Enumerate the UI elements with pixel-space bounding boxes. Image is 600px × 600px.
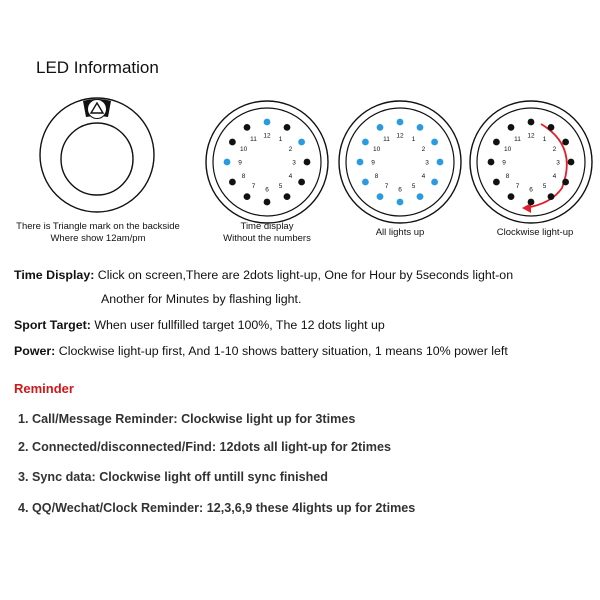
time-display-clock [206,101,328,223]
time-display-text: Click on screen,There are 2dots light-up, One for Hour by 5seconds light-on [94,268,514,282]
clock-number: 11 [250,136,257,144]
led-dot [229,179,236,186]
caption-time-line2: Without the numbers [223,233,311,244]
clock-number: 4 [288,173,293,180]
led-dot [229,139,236,146]
led-dot [357,159,364,166]
clock-number: 8 [374,173,379,180]
clock-number: 5 [411,182,416,190]
led-dot [298,139,305,146]
clock-number: 3 [292,159,296,167]
led-dot [377,193,384,200]
caption-all-lights [345,227,455,239]
caption-clockwise-line1: Clockwise light-up [496,227,574,238]
led-dot [431,139,438,146]
clock-number: 1 [278,136,283,144]
led-dot [493,139,500,146]
clock-number: 6 [265,186,269,194]
led-dot [508,193,515,200]
led-dot [284,193,291,200]
led-dot [304,159,311,166]
inner-ring [61,123,133,195]
power-text: Clockwise light-up first, And 1-10 shows battery situation, 1 means 10% power left [55,344,508,358]
led-dot [264,199,271,206]
reminder-item: 1. Call/Message Reminder: Clockwise light up for 3times [18,412,356,426]
caption-time-line1: Time display [240,221,294,232]
clock-number: 10 [372,146,381,153]
led-dot [362,139,369,146]
time-display-text-2: Another for Minutes by flashing light. [101,292,302,306]
clock-number: 8 [241,173,246,180]
power-label: Power: [14,344,56,358]
clock-number: 8 [505,173,510,180]
caption-clockwise [480,227,590,239]
led-dot [568,159,575,166]
clock-number: 10 [239,146,248,153]
clock-number: 7 [515,182,520,190]
clock-number: 12 [396,132,404,140]
clock-number: 5 [542,182,547,190]
time-display-row-2 [101,292,301,306]
power-row [14,344,508,358]
caption-all-line1: All lights up [375,227,425,238]
reminder-item: 2. Connected/disconnected/Find: 12dots all light-up for 2times [18,440,391,454]
triangle-icon [88,100,107,119]
page-title: LED Information [36,58,159,77]
caption-time-display [207,221,327,245]
sport-target-row [14,318,385,332]
led-dot [377,124,384,131]
clock-number: 11 [514,136,521,144]
time-display-row [14,268,513,282]
led-dot [562,179,569,186]
clock-number: 4 [421,173,426,180]
clock-number: 5 [278,182,283,190]
led-dot [397,199,404,206]
led-dot [488,159,495,166]
led-dot [244,124,251,131]
caption-band-line1: There is Triangle mark on the backside [16,221,180,232]
led-dot [362,179,369,186]
led-dot [284,124,291,131]
clock-number: 12 [527,132,535,140]
sport-target-label: Sport Target: [14,318,91,332]
led-dot [417,124,424,131]
led-dot [431,179,438,186]
clock-number: 6 [398,186,402,194]
clock-number: 1 [542,136,547,144]
led-dot [417,193,424,200]
clock-number: 2 [552,146,557,153]
clock-number: 6 [529,186,533,194]
led-dot [562,139,569,146]
led-dot [528,119,535,126]
led-dot [224,159,231,166]
clock-number: 2 [421,146,426,153]
clock-number: 4 [552,173,557,180]
led-dot [244,193,251,200]
clock-number: 11 [383,136,390,144]
caption-band-line2: Where show 12am/pm [50,233,146,244]
clock-number: 7 [251,182,256,190]
watch-band-diagram [40,98,154,212]
clock-number: 9 [238,159,242,167]
led-dot [298,179,305,186]
led-dot [548,193,555,200]
reminder-item: 4. QQ/Wechat/Clock Reminder: 12,3,6,9 these 4lights up for 2times [18,501,416,515]
clock-number: 7 [384,182,389,190]
clock-number: 2 [288,146,293,153]
led-dot [508,124,515,131]
led-dot [528,199,535,206]
sport-target-text: When user fullfilled target 100%, The 12 dots light up [90,318,385,332]
clock-number: 1 [411,136,416,144]
clock-number: 10 [503,146,512,153]
clock-number: 9 [371,159,375,167]
reminder-item: 3. Sync data: Clockwise light off untill sync finished [18,470,328,484]
clock-number: 3 [556,159,560,167]
led-dot [437,159,444,166]
all-lights-clock [339,101,461,223]
caption-band [2,221,194,245]
led-dot [493,179,500,186]
clockwise-clock [470,101,592,223]
clock-number: 3 [425,159,429,167]
clock-number: 12 [263,132,271,140]
led-dot [548,124,555,131]
time-display-label: Time Display: [14,268,95,282]
clock-number: 9 [502,159,506,167]
led-dot [397,119,404,126]
led-dot [264,119,271,126]
reminder-title: Reminder [14,381,74,396]
